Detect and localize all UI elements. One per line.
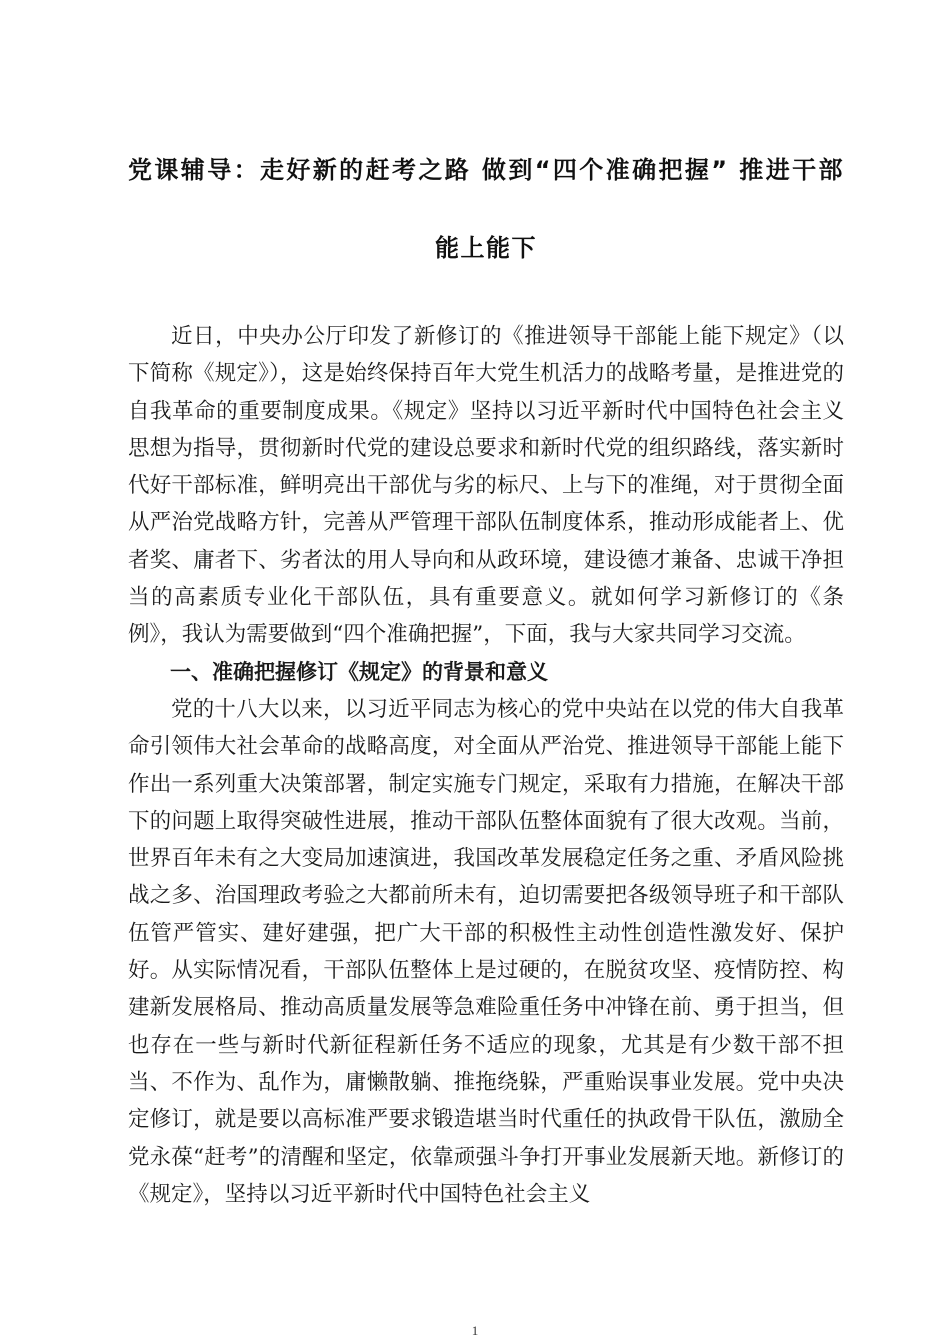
section-heading: 一、准确把握修订《规定》的背景和意义	[170, 659, 548, 684]
document-body	[128, 318, 844, 1213]
document-title-line-1: 党课辅导：走好新的赶考之路 做到“四个准确把握” 推进干部	[128, 156, 844, 184]
document-title-line-2: 能上能下	[435, 234, 537, 262]
section-paragraph: 党的十八大以来，以习近平同志为核心的党中央站在以党的伟大自我革命引领伟大社会革命的战略高度，对全面从严治党、推进领导干部能上能下作出一系列重大决策部署，制定实施专门规定，采取有力措施，在解决干部下的问题上取得突破性进展，推动干部队伍整体面貌有了很大改观。当前，世界百年未有之大变局加速演进，我国改革发展稳定任务之重、矛盾风险挑战之多、治国理政考验之大都前所未有，迫切需要把各级领导班子和干部队伍管严管实、建好建强，把广大干部的积极性主动性创造性激发好、保护好。从实际情况看，干部队伍整体上是过硬的，在脱贫攻坚、疫情防控、构建新发展格局、推动高质量发展等急难险重任务中冲锋在前、勇于担当，但也存在一些与新时代新征程新任务不适应的现象，尤其是有少数干部不担当、不作为、乱作为，庸懒散躺、推拖绕躲，严重贻误事业发展。党中央决定修订，就是要以高标准严要求锻造堪当时代重任的执政骨干队伍，激励全党永葆“赶考”的清醒和坚定，依靠顽强斗争打开事业发展新天地。新修订的《规定》，坚持以习近平新时代中国特色社会主义	[128, 696, 844, 1207]
intro-paragraph: 近日，中央办公厅印发了新修订的《推进领导干部能上能下规定》（以下简称《规定》），这是始终保持百年大党生机活力的战略考量，是推进党的自我革命的重要制度成果。《规定》坚持以习近平新时代中国特色社会主义思想为指导，贯彻新时代党的建设总要求和新时代党的组织路线，落实新时代好干部标准，鲜明亮出干部优与劣的标尺、上与下的准绳，对于贯彻全面从严治党战略方针，完善从严管理干部队伍制度体系，推动形成能者上、优者奖、庸者下、劣者汰的用人导向和从政环境，建设德才兼备、忠诚干净担当的高素质专业化干部队伍，具有重要意义。就如何学习新修订的《条例》，我认为需要做到“四个准确把握”，下面，我与大家共同学习交流。	[128, 324, 844, 648]
page-number: 1	[471, 1323, 479, 1338]
